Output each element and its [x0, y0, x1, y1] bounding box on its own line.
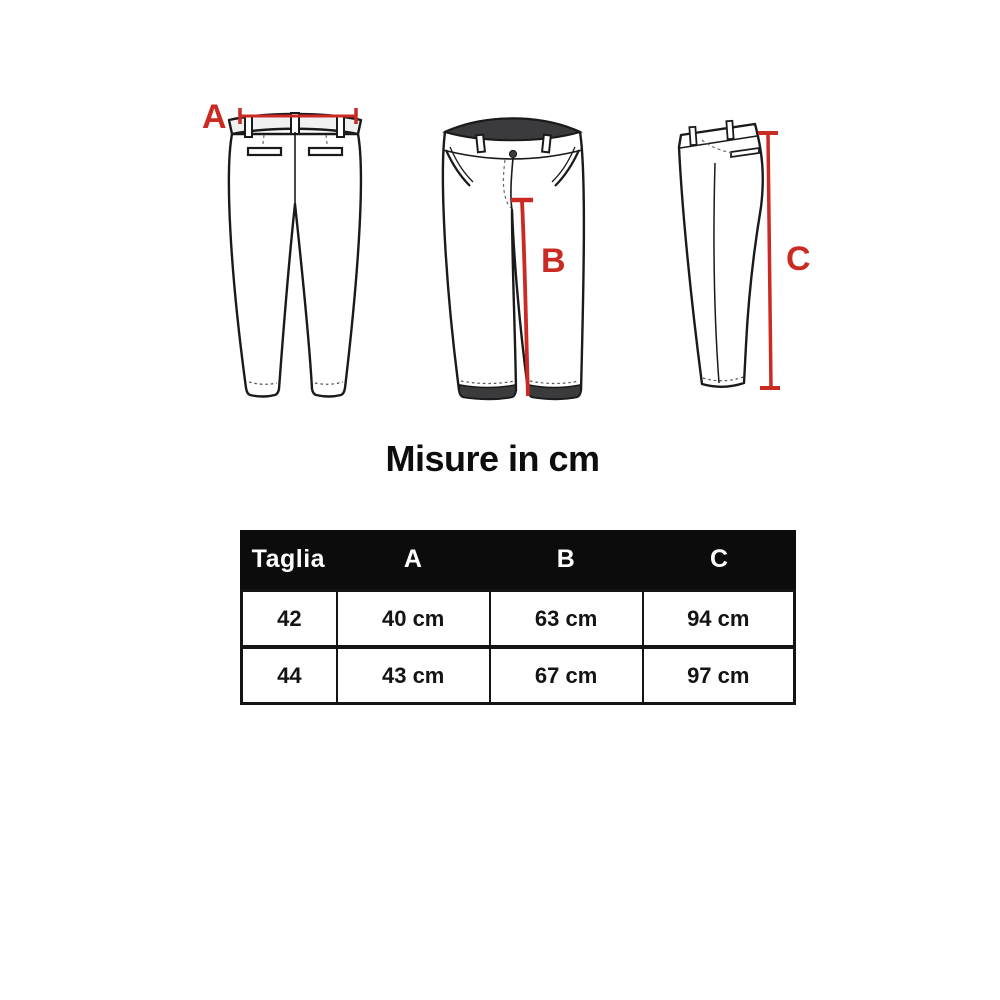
- header-cell-a: A: [337, 530, 490, 589]
- table-row: [240, 589, 796, 648]
- header-cell-taglia: Taglia: [240, 530, 337, 589]
- size-cell: 42: [240, 589, 337, 648]
- measure-cell: 40 cm: [337, 589, 490, 648]
- measure-cell: 97 cm: [643, 648, 796, 705]
- measure-cell: 67 cm: [490, 648, 643, 705]
- header-cell-b: B: [490, 530, 643, 589]
- table-header-row: [240, 530, 796, 589]
- page-title: Misure in cm: [385, 438, 600, 479]
- measure-cell: 63 cm: [490, 589, 643, 648]
- measure-b-label: B: [541, 242, 566, 280]
- table-row: [240, 648, 796, 705]
- measure-b-line: [511, 200, 533, 396]
- measure-c-line: [758, 133, 780, 388]
- measure-c-label: C: [786, 240, 811, 278]
- measurement-annotations: [0, 0, 1000, 420]
- measure-cell: 43 cm: [337, 648, 490, 705]
- measure-a-arrow: [240, 108, 356, 124]
- measure-a-label: A: [202, 98, 227, 136]
- size-cell: 44: [240, 648, 337, 705]
- header-cell-c: C: [643, 530, 796, 589]
- size-table: [240, 530, 796, 705]
- measure-cell: 94 cm: [643, 589, 796, 648]
